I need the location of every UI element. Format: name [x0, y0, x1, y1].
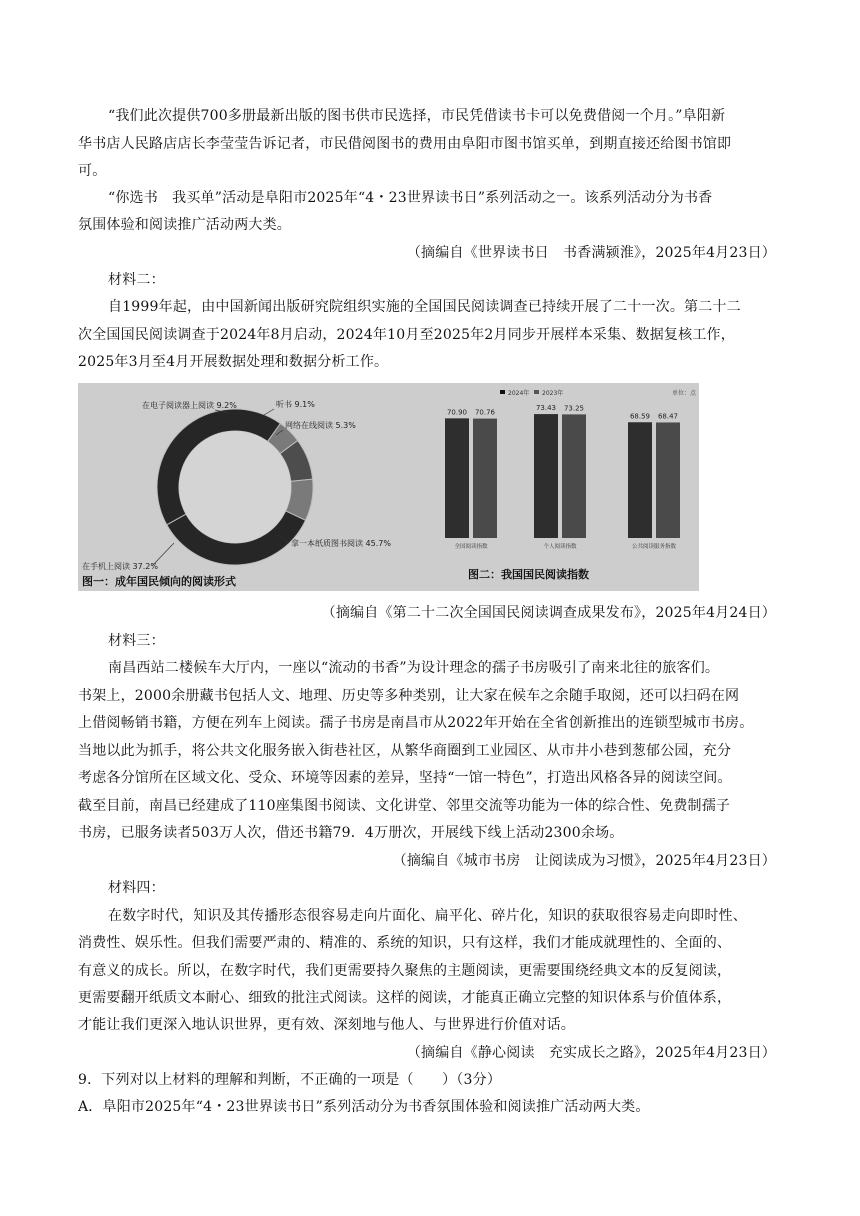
- bar: [656, 422, 680, 538]
- bar: [534, 414, 558, 538]
- paragraph-line: 南昌西站二楼候车大厅内，一座以“流动的书香”为设计理念的孺子书房吸引了南来北往的旅客们。: [108, 660, 720, 676]
- source-citation: （摘编自《静心阅读 充实成长之路》，2025年4月23日）: [406, 1045, 776, 1061]
- bar: [445, 418, 469, 538]
- paragraph-line: “我们此次提供700多册最新出版的图书供市民选择，市民凭借读书卡可以免费借阅一个月。”阜阳新: [108, 108, 726, 124]
- leader-line: [264, 409, 274, 415]
- legend-label: 2023年: [542, 390, 564, 397]
- bar-value-label: 70.90: [446, 408, 468, 417]
- paragraph-line: 自1999年起，由中国新闻出版研究院组织实施的全国国民阅读调查已持续开展了二十一次。第二十二: [108, 299, 741, 315]
- paragraph-line: “你选书 我买单”活动是阜阳市2025年“4・23世界读书日”系列活动之一。该系列活动分为书香: [108, 190, 713, 206]
- donut-hole: [179, 431, 291, 543]
- material-label: 材料二：: [108, 272, 165, 288]
- paragraph-line: 次全国国民阅读调查于2024年8月启动，2024年10月至2025年2月同步开展样本采集、数据复核工作，: [78, 327, 735, 343]
- source-citation: （摘编自《世界读书日 书香满颍淮》，2025年4月23日）: [406, 245, 776, 261]
- paragraph-line: 可。: [78, 163, 107, 179]
- material-label: 材料三：: [108, 633, 165, 649]
- bar: [628, 422, 652, 538]
- source-citation: （摘编自《城市书房 让阅读成为习惯》，2025年4月23日）: [392, 853, 776, 869]
- bar-value-label: 73.25: [563, 404, 585, 413]
- category-label: 个人阅读指数: [543, 544, 577, 550]
- legend-label: 2024年: [508, 390, 530, 397]
- legend-swatch-2023: [534, 390, 539, 394]
- paragraph-line: 在数字时代，知识及其传播形态很容易走向片面化、扁平化、碎片化，知识的获取很容易走向即时性、: [108, 908, 747, 924]
- pie-slice-label: 在手机上阅读 37.2%: [82, 562, 158, 571]
- legend-swatch-2024: [500, 390, 505, 394]
- source-citation: （摘编自《第二十二次全国国民阅读调查成果发布》，2025年4月24日）: [321, 605, 776, 621]
- category-label: 全国阅读指数: [454, 544, 488, 550]
- paragraph-line: 当地以此为抓手，将公共文化服务嵌入街巷社区，从繁华商圈到工业园区、从市井小巷到葱郁公园，充分: [78, 743, 732, 759]
- bar: [562, 414, 586, 538]
- bar-value-label: 68.47: [657, 412, 679, 421]
- category-label: 公共阅读服务指数: [631, 544, 677, 550]
- unit-label: 单位：点: [672, 390, 697, 397]
- paragraph-line: 考虑各分馆所在区域文化、受众、环境等因素的差异，坚持“一馆一特色”，打造出风格各异的阅读空间。: [78, 770, 732, 786]
- bar-value-label: 70.76: [474, 408, 496, 417]
- pie-slice-label: 网络在线阅读 5.3%: [285, 421, 356, 430]
- paragraph-line: 华书店人民路店店长李莹莹告诉记者，市民借阅图书的费用由阜阳市图书馆买单，到期直接还给图书馆即: [78, 136, 732, 152]
- bar: [473, 419, 497, 538]
- bar-value-label: 73.43: [535, 404, 557, 413]
- paragraph-line: 上借阅畅销书籍，方便在列车上阅读。孺子书房是南昌市从2022年开始在全省创新推出的连锁型城市书房。: [78, 715, 754, 731]
- bar-value-label: 68.59: [629, 412, 651, 421]
- pie-slice-label: 拿一本纸质图书阅读 45.7%: [291, 539, 391, 548]
- paragraph-line: 书房，已服务读者503万人次，借还书籍79．4万册次，开展线下线上活动2300余场。: [78, 825, 624, 841]
- pie-chart-title: 图一：成年国民倾向的阅读形式: [82, 575, 236, 588]
- chart-svg: [78, 383, 699, 591]
- paragraph-line: 书架上，2000余册藏书包括人文、地理、历史等多种类别，让大家在候车之余随手取阅，还可以扫码在网: [78, 688, 740, 704]
- leader-line: [152, 543, 174, 566]
- question-stem: 9．下列对以上材料的理解和判断，不正确的一项是（ ）（3分）: [78, 1072, 502, 1088]
- option-a: A．阜阳市2025年“4・23世界读书日”系列活动分为书香氛围体验和阅读推广活动两大类。: [78, 1099, 650, 1115]
- pie-slice-label: 听书 9.1%: [276, 400, 315, 409]
- paragraph-line: 消费性、娱乐性。但我们需要严肃的、精准的、系统的知识，只有这样，我们才能成就理性的、全面的、: [78, 935, 732, 951]
- paragraph-line: 才能让我们更深入地认识世界，更有效、深刻地与他人、与世界进行价值对话。: [78, 1017, 575, 1033]
- paragraph-line: 更需要翻开纸质文本耐心、细致的批注式阅读。这样的阅读，才能真正确立完整的知识体系与价值体系，: [78, 990, 732, 1006]
- paragraph-line: 2025年3月至4月开展数据处理和数据分析工作。: [78, 354, 389, 370]
- paragraph-line: 截至目前，南昌已经建成了110座集图书阅读、文化讲堂、邻里交流等功能为一体的综合性、免费制孺子: [78, 798, 731, 814]
- material-label: 材料四：: [108, 880, 165, 896]
- pie-slice-label: 在电子阅读器上阅读 9.2%: [142, 401, 237, 410]
- chart-figure: [78, 383, 699, 591]
- bar-chart-title: 图二：我国国民阅读指数: [468, 568, 589, 581]
- paragraph-line: 氛围体验和阅读推广活动两大类。: [78, 217, 291, 233]
- paragraph-line: 有意义的成长。所以，在数字时代，我们更需要持久聚焦的主题阅读，更需要围绕经典文本的反复阅读，: [78, 963, 732, 979]
